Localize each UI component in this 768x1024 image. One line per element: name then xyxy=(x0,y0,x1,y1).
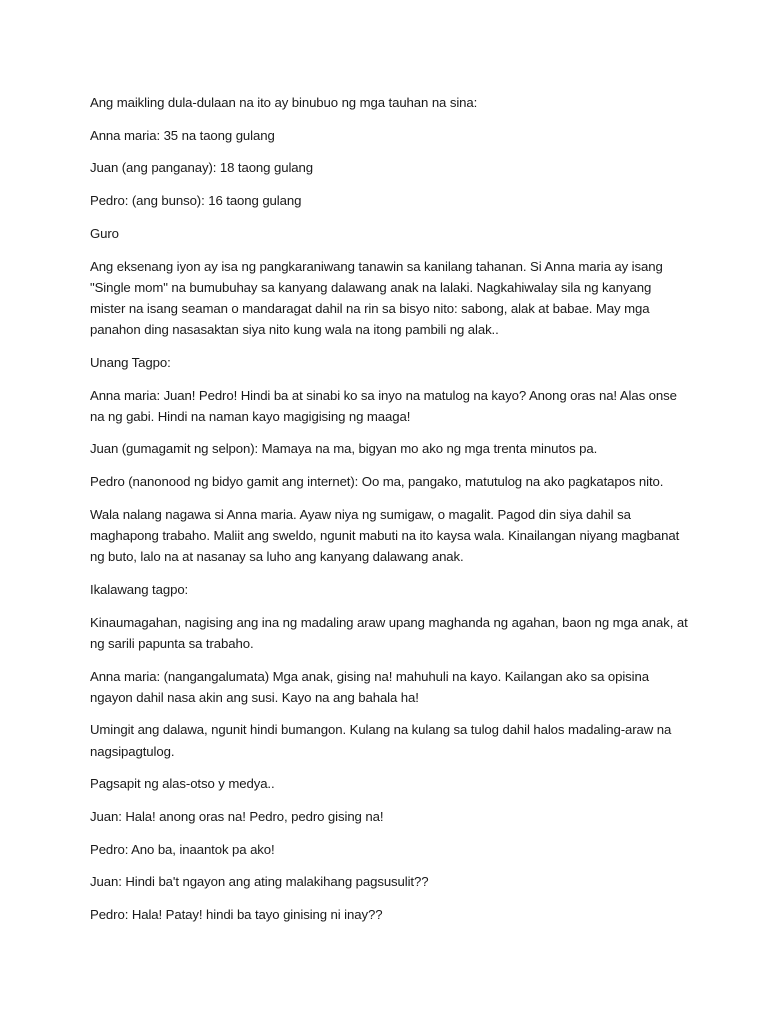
scene-heading-ikalawang-tagpo: Ikalawang tagpo: xyxy=(90,581,189,597)
scene-heading-unang-tagpo: Unang Tagpo: xyxy=(90,354,171,370)
narration-paragraph: Kinaumagahan, nagising ang ina ng madaling araw upang maghanda ng agahan, baon ng mga anak, at ng sarili papunta sa trabaho. xyxy=(90,614,688,651)
narration-paragraph: Umingit ang dalawa, ngunit hindi bumangon. Kulang na kulang sa tulog dahil halos madaling-araw na nagsipagtulog. xyxy=(90,722,672,759)
character-anna-maria: Anna maria: 35 na taong gulang xyxy=(90,127,275,143)
character-pedro: Pedro: (ang bunso): 16 taong gulang xyxy=(90,193,302,209)
narration-paragraph: Wala nalang nagawa si Anna maria. Ayaw niya ng sumigaw, o magalit. Pagod din siya dahil sa maghapong trabaho. Maliit ang sweldo, ngunit mabuti na ito kaysa wala. Kinailangan niyang magbanat ng buto, lalo na at nasanay sa luho ang kanyang dalawang anak. xyxy=(90,506,680,565)
character-guro: Guro xyxy=(90,225,119,241)
dialogue-line: Juan (gumagamit ng selpon): Mamaya na ma, bigyan mo ako ng mga trenta minutos pa. xyxy=(90,441,598,457)
dialogue-line: Anna maria: (nangangalumata) Mga anak, gising na! mahuhuli na kayo. Kailangan ako sa opisina ngayon dahil nasa akin ang susi. Kayo na ang bahala ha! xyxy=(90,668,649,705)
dialogue-line: Pedro: Ano ba, inaantok pa ako! xyxy=(90,841,275,857)
dialogue-line: Anna maria: Juan! Pedro! Hindi ba at sinabi ko sa inyo na matulog na kayo? Anong oras na! Alas onse na ng gabi. Hindi na naman kayo magigising ng maaga! xyxy=(90,387,677,424)
dialogue-line: Juan: Hala! anong oras na! Pedro, pedro gising na! xyxy=(90,809,384,825)
dialogue-line: Pedro (nanonood ng bidyo gamit ang internet): Oo ma, pangako, matutulog na ako pagkatapos nito. xyxy=(90,474,664,490)
scene-description-paragraph: Ang eksenang iyon ay isa ng pangkaraniwang tanawin sa kanilang tahanan. Si Anna maria ay isang "Single mom" na bumubuhay sa kanyang dalawang anak na lalaki. Nagkahiwalay sila ng kanyang mister na isang seaman o mandaragat dahil na rin sa bisyo nito: sabong, alak at babae. May mga panahon ding nasasaktan siya nito kung wala na itong pambili ng alak.. xyxy=(90,258,663,338)
dialogue-line: Pedro: Hala! Patay! hindi ba tayo ginising ni inay?? xyxy=(90,907,383,923)
intro-paragraph: Ang maikling dula-dulaan na ito ay binubuo ng mga tauhan na sina: xyxy=(90,95,478,110)
dialogue-line: Juan: Hindi ba't ngayon ang ating malakihang pagsusulit?? xyxy=(90,874,429,890)
character-juan: Juan (ang panganay): 18 taong gulang xyxy=(90,160,313,176)
document-body xyxy=(90,92,690,937)
narration-paragraph: Pagsapit ng alas-otso y medya.. xyxy=(90,776,275,792)
